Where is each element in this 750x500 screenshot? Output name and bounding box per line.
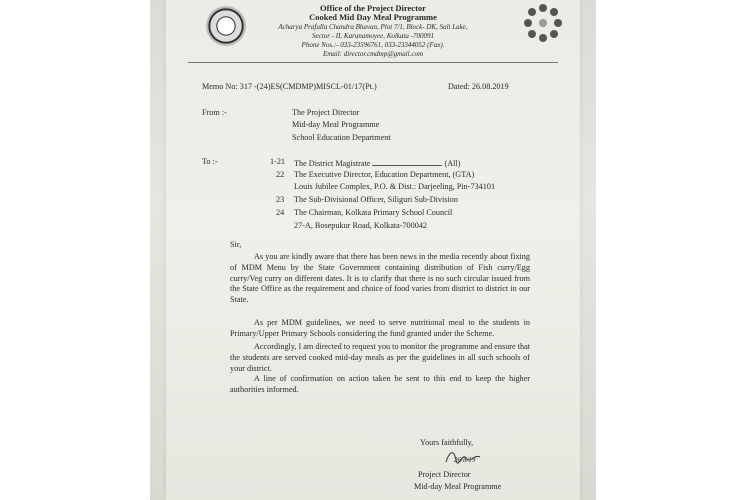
salutation: Sir, xyxy=(230,240,242,249)
to-item-text: The Chairman, Kolkata Primary School Council xyxy=(294,208,453,217)
to-item-text: The District Magistrate xyxy=(294,159,371,168)
designation-2: Mid-day Meal Programme xyxy=(414,482,502,491)
to-item-text: The Executive Director, Education Department, (GTA) xyxy=(294,170,475,179)
phone-line: Phone Nos.:- 033-23596761, 033-23344052 (Fax). xyxy=(301,41,445,49)
to-label: To :- xyxy=(202,157,218,166)
office-title: Office of the Project Director xyxy=(320,3,426,13)
paragraph: Accordingly, I am directed to request you to monitor the programme and ensure that the students are served cooked mid-day meals as per the guidelines in all such schools of your district. xyxy=(230,342,530,373)
programme-title: Cooked Mid Day Meal Programme xyxy=(309,12,437,22)
to-item-suffix: (All) xyxy=(444,159,461,168)
blank-line xyxy=(372,157,442,166)
designation-1: Project Director xyxy=(418,470,471,479)
to-item-number: 24 xyxy=(276,208,285,217)
email-line: Email: director.cmdmp@gmail.com xyxy=(322,50,424,58)
document-photo xyxy=(150,0,596,500)
memo-date: Dated: 26.08.2019 xyxy=(448,82,509,91)
to-item xyxy=(294,157,460,170)
to-item-text: Louis Jubilee Complex, P.O. & Dist.: Darjeeling, Pin-734101 xyxy=(294,182,496,191)
memo-number: Memo No: 317 -(24)ES(CMDMP)MISCL-01/17(Pt.) xyxy=(202,82,377,91)
from-line-2: Mid-day Meal Programme xyxy=(292,120,380,129)
to-item-number: 1-21 xyxy=(270,157,286,166)
address-line-2: Sector - II, Karunamoyee, Kolkata -700091 xyxy=(312,32,434,40)
paragraph: As per MDM guidelines, we need to serve nutritional meal to the students in Primary/Upper Primary Schools considering the fund granted under the Scheme. xyxy=(230,318,530,338)
from-line-1: The Project Director xyxy=(292,108,360,117)
header-divider xyxy=(188,62,558,63)
address-line-1: Acharya Prafulla Chandra Bhavan, Plot 7/1, Block- DK, Salt Lake, xyxy=(278,23,468,31)
yours-faithfully: Yours faithfully, xyxy=(420,438,474,447)
to-item-text: 27-A, Bosepukur Road, Kolkata-700042 xyxy=(294,221,428,230)
to-item-number: 22 xyxy=(276,170,285,179)
from-line-3: School Education Department xyxy=(292,133,391,142)
letter-sheet xyxy=(166,0,580,500)
to-item-number: 23 xyxy=(276,195,285,204)
to-item-text: The Sub-Divisional Officer, Siliguri Sub-Division xyxy=(294,195,458,204)
signature-date: 26/8/19 xyxy=(454,456,476,464)
from-label: From :- xyxy=(202,108,227,117)
paragraph: As you are kindly aware that there has been news in the media recently about fixing of MDM Menu by the State Government containing distribution of Fish curry/Egg curry/Veg curry on different dates. It is to clarify that there is no such circular issued from the State Office as the requirement and choice of food varies from district to district in our State. xyxy=(230,252,530,305)
paragraph: A line of confirmation on action taken be sent to this end to keep the higher authorities informed. xyxy=(230,374,530,394)
